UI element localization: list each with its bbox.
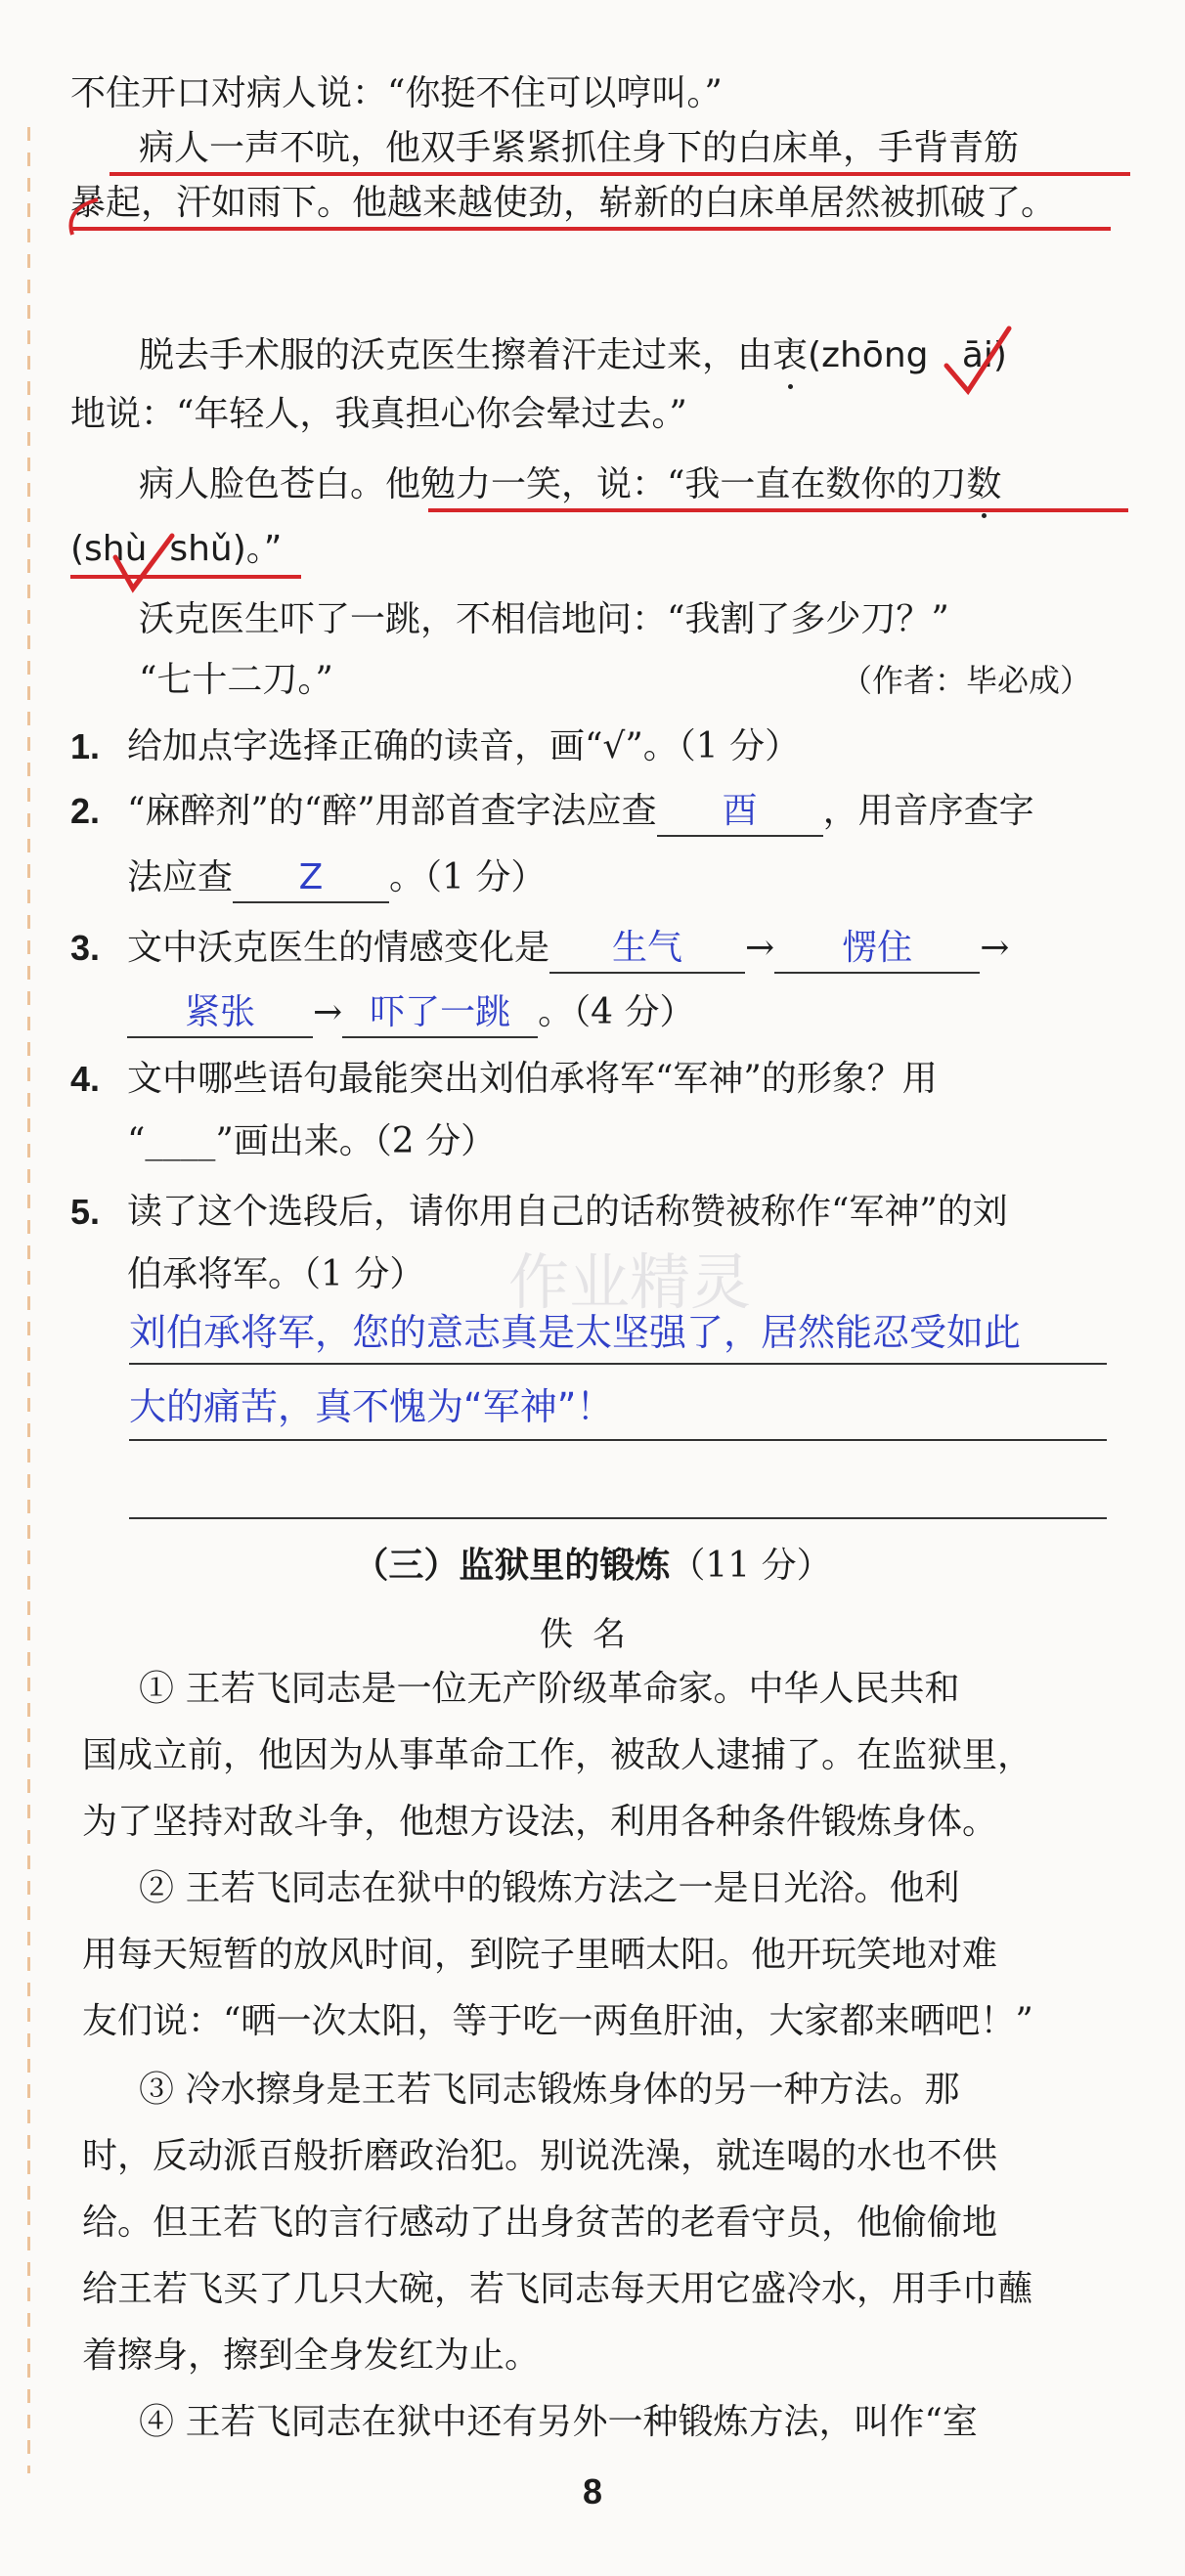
q3-answer-1: 生气	[612, 928, 683, 968]
pinyin-option-ai: āi)	[961, 335, 1007, 375]
p3-line-5: 着擦身，擦到全身发红为止。	[82, 2336, 541, 2376]
section3-title-name: 监狱里的锻炼	[459, 1546, 671, 1586]
p3-line-4: 给王若飞买了几只大碗，若飞同志每天用它盛冷水，用手巾蘸	[82, 2269, 1033, 2309]
p3-line-3: 给。但王若飞的言行感动了出身贫苦的老看守员，他偷偷地	[82, 2203, 998, 2243]
q5-line-1: 读了这个选段后，请你用自己的话称赞被称作“军神”的刘	[127, 1192, 1008, 1232]
red-bracket-mark	[59, 196, 127, 264]
q2-blank-radical[interactable]	[657, 791, 823, 837]
section3-title-score: （11 分）	[670, 1546, 832, 1586]
passage-line-9: “七十二刀。”	[139, 660, 333, 700]
page-number: 8	[582, 2471, 603, 2511]
q3-blank-1[interactable]	[549, 928, 745, 974]
q3-answer-4: 吓了一跳	[370, 992, 511, 1032]
q3-blank-4[interactable]	[342, 992, 538, 1038]
q3-line-2	[127, 987, 695, 1038]
passage-line-5: 地说：“年轻人，我真担心你会晕过去。”	[70, 394, 687, 434]
section3-title	[0, 1541, 1185, 1592]
p2-line-2: 用每天短暂的放风时间，到院子里晒太阳。他开玩笑地对难	[82, 1935, 998, 1975]
passage-line-4-text: 脱去手术服的沃克医生擦着汗走过来，由	[139, 335, 773, 375]
q3-line-1	[127, 923, 1009, 974]
q5-answer-rule-3	[129, 1517, 1107, 1519]
margin-dashed-line	[27, 127, 30, 2473]
section3-title-prefix: （三）	[353, 1546, 460, 1586]
p2-line-3: 友们说：“晒一次太阳，等于吃一两鱼肝油，大家都来晒吧！”	[82, 2001, 1033, 2041]
q3-text-b: 。（4 分）	[538, 992, 695, 1032]
q4-number: 4.	[70, 1059, 101, 1099]
q3-blank-3[interactable]	[127, 992, 313, 1038]
q5-answer-rule-1	[129, 1363, 1107, 1365]
q5-answer-line-2: 大的痛苦，真不愧为“军神”！	[129, 1385, 614, 1428]
q5-answer-rule-2	[129, 1439, 1107, 1441]
q4-line-1: 文中哪些语句最能突出刘伯承将军“军神”的形象？用	[127, 1059, 938, 1099]
q4-line-2: “____”画出来。（2 分）	[127, 1121, 497, 1161]
section3-author: 佚名	[540, 1615, 645, 1654]
p3-line-1: ③ 冷水擦身是王若飞同志锻炼身体的另一种方法。那	[139, 2070, 960, 2110]
q3-text-a: 文中沃克医生的情感变化是	[127, 928, 550, 968]
q1-number: 1.	[70, 726, 101, 766]
p1-line-2: 国成立前，他因为从事革命工作，被敌人逮捕了。在监狱里，	[82, 1735, 1033, 1775]
q5-number: 5.	[70, 1192, 101, 1232]
q5-line-2: 伯承将军。（1 分）	[127, 1254, 425, 1294]
p1-line-3: 为了坚持对敌斗争，他想方设法，利用各种条件锻炼身体。	[82, 1802, 998, 1842]
p1-line-1: ① 王若飞同志是一位无产阶级革命家。中华人民共和	[139, 1669, 960, 1709]
passage-line-2: 病人一声不吭，他双手紧紧抓住身下的白床单，手背青筋	[139, 128, 1020, 168]
q2-text-b: ，用音序查字	[822, 791, 1034, 831]
watermark: 作业精灵	[508, 1246, 752, 1318]
passage-line-8: 沃克医生吓了一跳，不相信地问：“我割了多少刀？”	[139, 599, 949, 639]
q2-line-2	[127, 852, 546, 903]
red-underline-1	[110, 172, 1130, 176]
q3-answer-2: 愣住	[842, 928, 913, 968]
q2-line-1	[127, 786, 1034, 837]
q2-number: 2.	[70, 791, 101, 831]
dotted-char-shu: 数	[966, 459, 1001, 510]
passage-line-6b: 他勉力一笑，说：“我一直在数你的刀	[385, 464, 967, 504]
passage-line-6	[139, 459, 1126, 510]
pinyin-option-zhong: (zhōng	[808, 335, 929, 375]
passage-line-3: 暴起，汗如雨下。他越来越使劲，崭新的白床单居然被抓破了。	[70, 183, 1057, 223]
p2-line-1: ② 王若飞同志在狱中的锻炼方法之一是日光浴。他利	[139, 1868, 960, 1908]
red-underline-3	[428, 508, 1128, 512]
passage-line-6a: 病人脸色苍白。	[139, 464, 386, 504]
q2-answer-letter: Z	[298, 857, 324, 897]
q3-blank-2[interactable]	[774, 928, 980, 974]
p3-line-2: 时，反动派百般折磨政治犯。别说洗澡，就连喝的水也不供	[82, 2136, 998, 2176]
q3-arrow-1: →	[745, 928, 775, 968]
q2-text-d: 。（1 分）	[389, 857, 547, 897]
q2-answer-radical: 酉	[722, 791, 758, 831]
q3-arrow-3: →	[313, 992, 343, 1032]
dotted-char-zhong: 衷	[772, 330, 808, 381]
q2-blank-letter[interactable]	[233, 857, 389, 903]
q2-text-c: 法应查	[127, 857, 234, 897]
pinyin-option-shu3: shǔ)。”	[169, 529, 283, 569]
q1-text: 给加点字选择正确的读音，画“√”。（1 分）	[127, 726, 801, 766]
q5-answer-line-1: 刘伯承将军，您的意志真是太坚强了，居然能忍受如此	[129, 1311, 1022, 1354]
passage-author: （作者：毕必成）	[841, 662, 1092, 699]
q3-answer-3: 紧张	[184, 992, 255, 1032]
q3-arrow-2: →	[980, 928, 1010, 968]
red-underline-2	[70, 227, 1111, 231]
p4-line-1: ④ 王若飞同志在狱中还有另外一种锻炼方法，叫作“室	[139, 2402, 978, 2442]
passage-line-7	[70, 524, 1126, 575]
pinyin-option-shu4: (shù	[70, 529, 148, 569]
q2-text-a: “麻醉剂”的“醉”用部首查字法应查	[127, 791, 657, 831]
q3-number: 3.	[70, 928, 101, 968]
passage-line-1: 不住开口对病人说：“你挺不住可以哼叫。”	[70, 73, 723, 113]
